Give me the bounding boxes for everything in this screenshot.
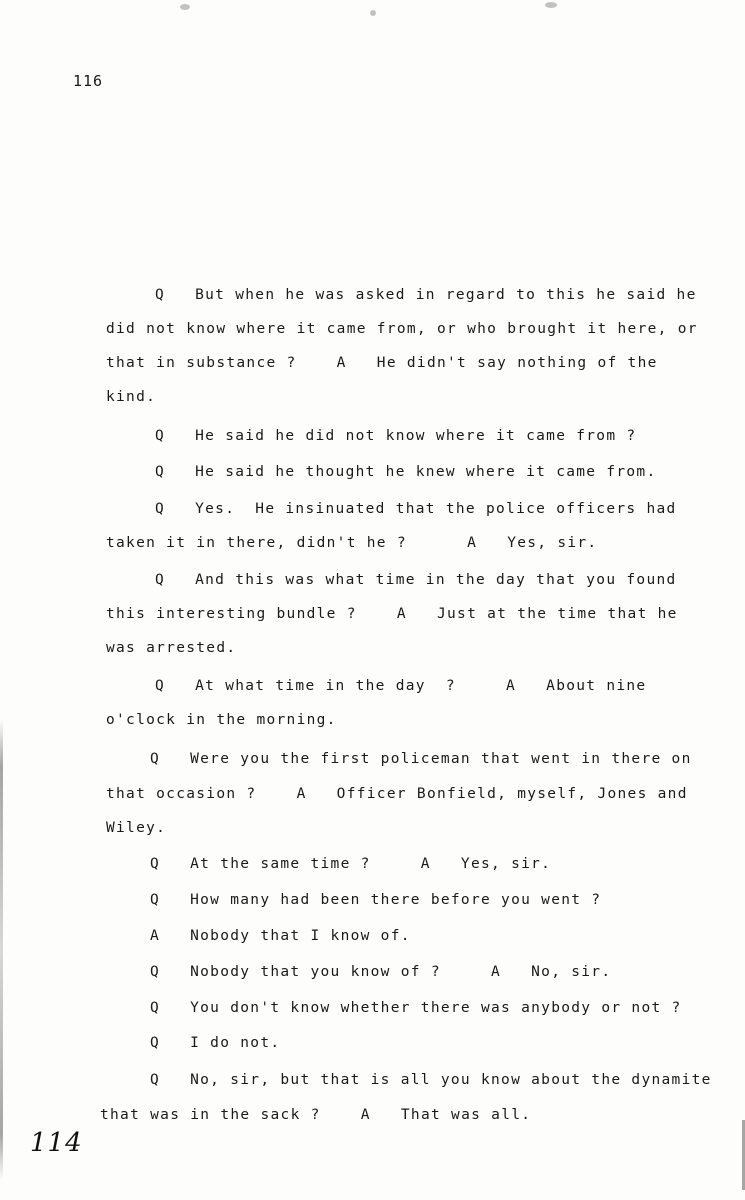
paper-speck <box>180 4 190 10</box>
transcript-line: that in substance ? A He didn't say nothing of the <box>106 355 658 371</box>
transcript-line: did not know where it came from, or who brought it here, or <box>106 321 698 337</box>
transcript-line: o'clock in the morning. <box>106 712 337 728</box>
paper-speck <box>370 10 376 16</box>
paper-speck <box>545 2 557 8</box>
transcript-line: Q I do not. <box>150 1035 281 1051</box>
transcript-line: this interesting bundle ? A Just at the time that he <box>106 606 678 622</box>
transcript-line: Q How many had been there before you went ? <box>150 892 602 908</box>
transcript-line: Q But when he was asked in regard to this he said he <box>155 287 697 303</box>
scan-edge-left <box>0 720 3 1180</box>
transcript-line: that occasion ? A Officer Bonfield, myself, Jones and <box>106 786 688 802</box>
transcript-line: Wiley. <box>106 820 167 836</box>
transcript-line: Q He said he thought he knew where it came from. <box>155 464 657 480</box>
transcript-line: was arrested. <box>106 640 237 656</box>
transcript-line: Q At what time in the day ? A About nine <box>155 678 647 694</box>
transcript-line: Q At the same time ? A Yes, sir. <box>150 856 552 872</box>
transcript-line: Q You don't know whether there was anybody or not ? <box>150 1000 682 1016</box>
transcript-line: Q Were you the first policeman that went in there on <box>150 751 692 767</box>
transcript-line: Q Yes. He insinuated that the police officers had <box>155 501 677 517</box>
transcript-line: taken it in there, didn't he ? A Yes, sir. <box>106 535 598 551</box>
handwritten-page-number: 114 <box>30 1128 83 1158</box>
transcript-line: Q Nobody that you know of ? A No, sir. <box>150 964 612 980</box>
transcript-line: Q No, sir, but that is all you know about the dynamite <box>150 1072 712 1088</box>
transcript-line: kind. <box>106 389 157 405</box>
transcript-line: Q He said he did not know where it came from ? <box>155 428 637 444</box>
transcript-line: A Nobody that I know of. <box>150 928 411 944</box>
transcript-line: Q And this was what time in the day that you found <box>155 572 677 588</box>
transcript-line: that was in the sack ? A That was all. <box>100 1107 532 1123</box>
page-number: 116 <box>73 72 104 90</box>
